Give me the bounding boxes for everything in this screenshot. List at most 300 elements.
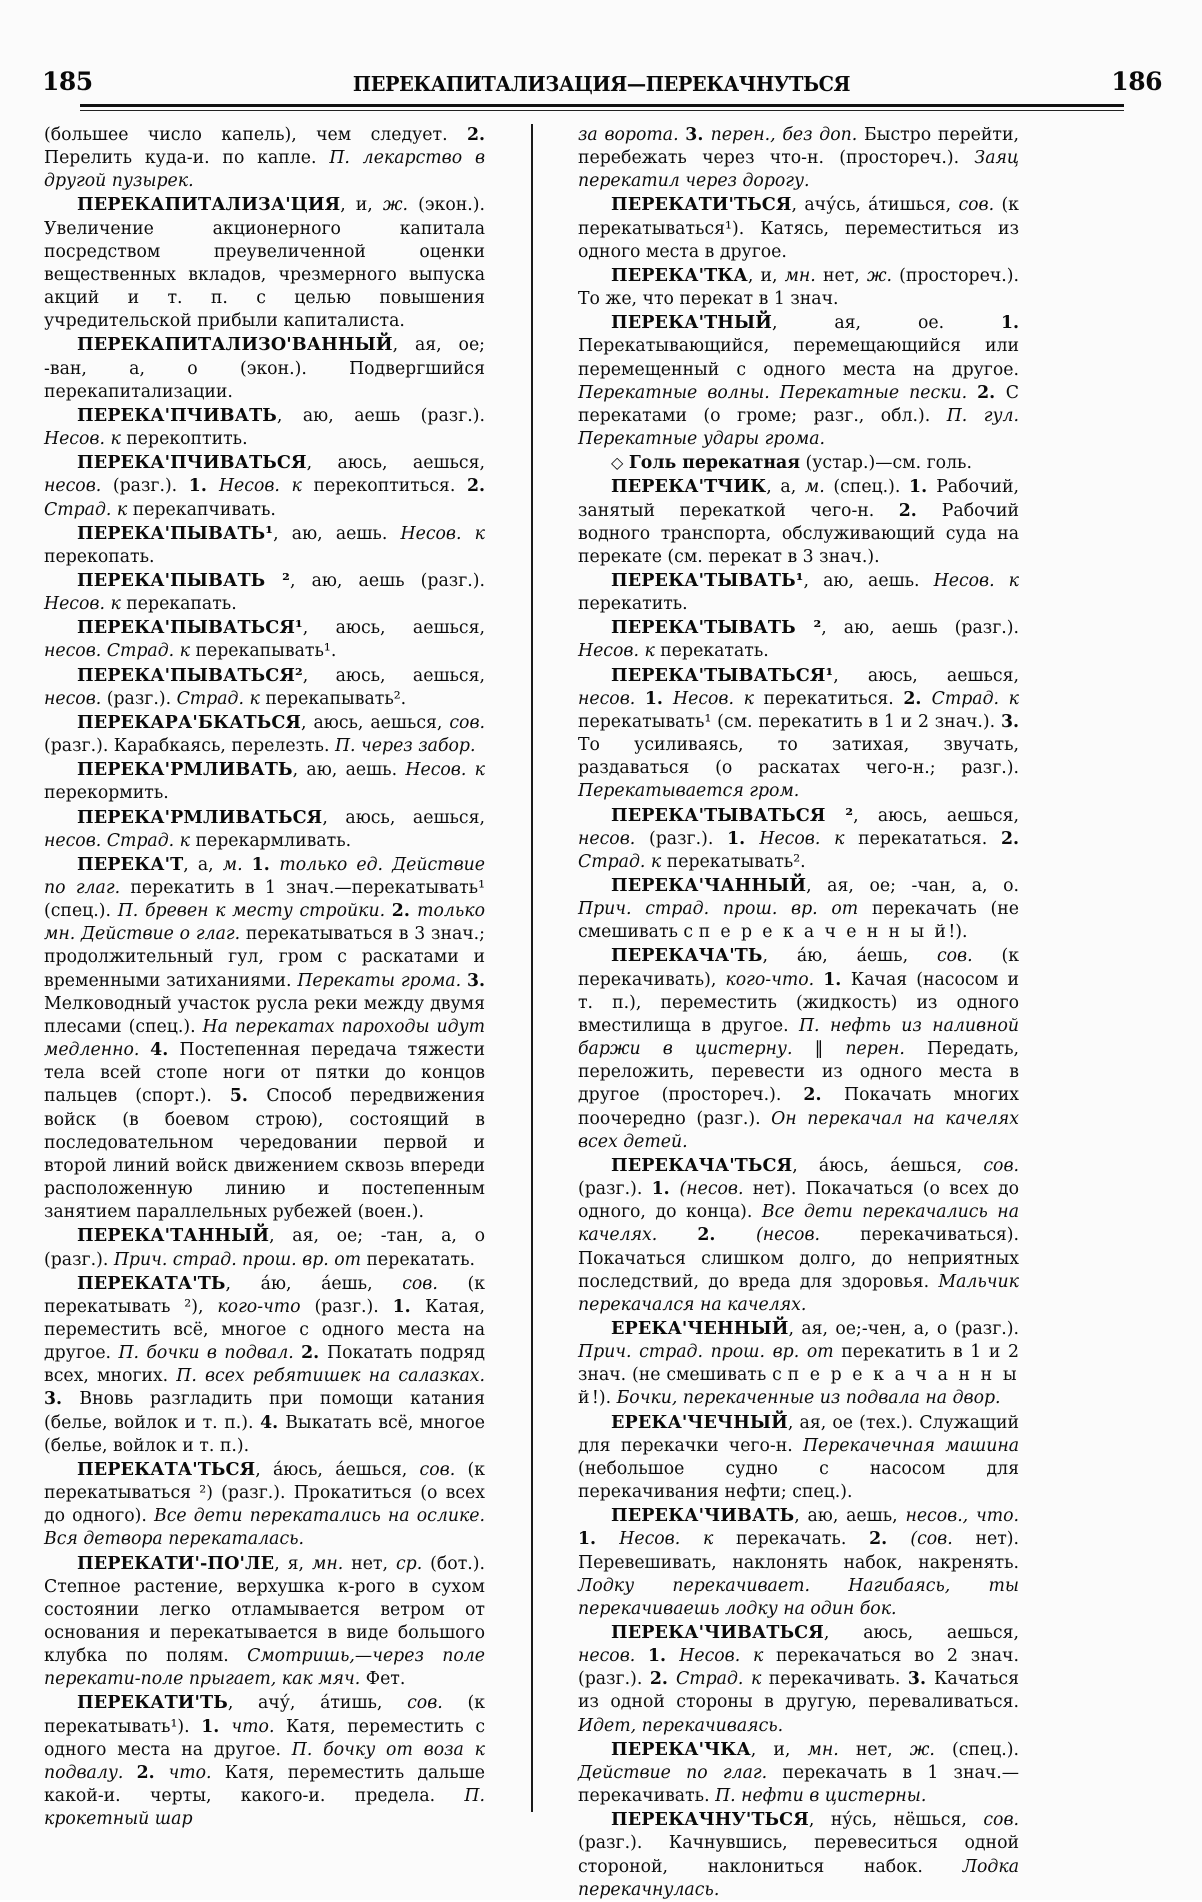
entry-text-run: П. через забор. xyxy=(334,736,476,757)
entry-text-run: 4. xyxy=(150,1040,180,1061)
entry-headword[interactable]: ПЕРЕКАТИ'ТЬСЯ xyxy=(611,194,792,216)
entry-text-run: , и, xyxy=(340,195,383,216)
entry-text-run: к xyxy=(702,1529,736,1550)
entry-text-run: Идет, перекачиваясь. xyxy=(578,1715,784,1736)
entry-headword[interactable]: ПЕРЕКА'ЧКА xyxy=(611,1738,751,1760)
entry-text-run: (разг.). xyxy=(106,688,177,709)
entry-text-run: Страд. xyxy=(44,499,117,520)
dictionary-entry xyxy=(44,333,485,403)
entry-text-run: несов. xyxy=(578,1646,648,1667)
entry-text-run: , ая, ое. xyxy=(771,313,1001,334)
entry-text-run: перекачать (не смешивать с xyxy=(578,899,1019,943)
entry-text-run: Постепенная передача тяжести тела всей стопе ноги от пятки до концов пальцев (спорт.). xyxy=(44,1040,485,1107)
entry-text-run: , и, xyxy=(750,1739,808,1760)
entry-text-run: нет). Перевешивать, наклонять набок, накренять. xyxy=(578,1529,1020,1573)
entry-text-run: Покатать подряд всех, многих. xyxy=(44,1343,486,1387)
dictionary-entry xyxy=(578,264,1019,311)
dictionary-entry xyxy=(578,1154,1019,1317)
dictionary-entry xyxy=(44,1272,485,1458)
entry-text-run: (к перекатываться¹). Катясь, переместиться из одного места в другое. xyxy=(578,195,1019,262)
entry-text-run: (разг.). xyxy=(649,828,728,849)
entry-text-run: несов. Страд. xyxy=(44,830,180,851)
entry-text-run: (к перекатываться ²) (разг.). Прокатиться (о всех до одного). xyxy=(44,1459,485,1527)
entry-headword[interactable]: ЕРЕКА'ЧЕННЫЙ xyxy=(611,1317,789,1339)
entry-text-run: сов. xyxy=(419,1459,468,1480)
entry-text-run: Несов. xyxy=(619,1529,703,1550)
entry-text-run: Несов. xyxy=(759,828,835,849)
entry-text-run: только мн. Действие о глаг. xyxy=(44,901,485,945)
header-rule-thick xyxy=(80,104,1124,107)
entry-text-run: перекапывать¹. xyxy=(195,641,337,662)
entry-text-run: Катя, переместить дальше какой-и. черты, какого-и. предела. xyxy=(44,1762,486,1807)
entry-text-run: Страд. xyxy=(176,688,250,709)
entry-text-run: (бот.). Степное растение, верхушка к-рого в сухом состоянии легко отламывается ветром от основания и перекатывается в виде большого клубка по полям. xyxy=(44,1553,485,1667)
entry-text-run: , аюсь, аешься, xyxy=(833,665,1019,686)
entry-headword[interactable]: ПЕРЕКА'ПЧИВАТЬ xyxy=(77,404,277,426)
entry-text-run: перекачивать. xyxy=(768,1669,908,1690)
entry-text-run: перекатывать¹ (см. перекатить в 1 и 2 знач.). xyxy=(578,711,1001,732)
entry-text-run: , аюсь, аешься, xyxy=(853,805,1019,826)
entry-text-run: П. всех ребятишек на салазках. xyxy=(176,1366,485,1387)
entry-text-run: к xyxy=(1008,688,1019,709)
dictionary-entry xyxy=(578,193,1019,263)
entry-text-run: 1. xyxy=(644,688,674,709)
entry-text-run: 3. xyxy=(44,1389,80,1410)
entry-headword[interactable]: ПЕРЕКА'ПЫВАТЬСЯ¹ xyxy=(77,617,303,639)
entry-text-run: п е р е к а ч а н н ы й xyxy=(578,1365,1019,1409)
entry-text-run: , а, xyxy=(183,854,223,875)
entry-text-run: перекатывать². xyxy=(666,851,806,872)
entry-text-run: С перекатами (о громе; разг., обл.). xyxy=(578,382,1020,426)
folio-right: 186 xyxy=(1111,67,1162,96)
entry-text-run: сов. xyxy=(449,712,485,733)
entry-text-run: Все дети перекачались на качелях. xyxy=(578,1202,1019,1246)
entry-text-run: Рабочий, занятый перекаткой чего-н. xyxy=(578,477,1019,521)
entry-text-run: к xyxy=(644,641,661,662)
entry-text-run: 1. xyxy=(909,477,937,498)
dictionary-entry xyxy=(578,1738,1019,1808)
idiom-phrase[interactable]: Голь перекатная xyxy=(628,453,800,474)
entry-text-run: (спец.). xyxy=(833,477,910,498)
entry-text-run: , ая, ое; -ван, а, о (экон.). Подвергшийся перекапитализации. xyxy=(44,335,485,402)
entry-headword[interactable]: ПЕРЕКА'ТКА xyxy=(611,264,748,286)
column-divider xyxy=(530,124,533,1814)
entry-text-run: П. нефти в цистерны. xyxy=(715,1786,927,1807)
entry-text-run: перекопать. xyxy=(44,546,155,567)
entry-text-run: Перекатывается гром. xyxy=(578,781,800,802)
entry-text-run: несов. xyxy=(578,688,645,709)
entry-text-run: к xyxy=(110,429,127,450)
entry-text-run: (к перекатывать¹). xyxy=(44,1693,485,1737)
idiom-gloss: (устар.)—см. голь. xyxy=(799,453,972,474)
entry-text-run: Фет. xyxy=(365,1669,406,1690)
dictionary-entry xyxy=(578,311,1019,451)
entry-text-run: , аю, аешь. xyxy=(273,523,401,544)
entry-text-run: (несов. xyxy=(756,1225,861,1246)
entry-text-run: несов. Страд. xyxy=(44,641,180,662)
entry-text-run: 2. xyxy=(903,688,932,709)
entry-text-run: Лодка перекачнулась. xyxy=(578,1856,1019,1900)
entry-text-run: , аю, аешь (разг.). xyxy=(276,405,485,426)
entry-text-run: 2. xyxy=(649,1669,676,1690)
entry-text-run: перекататься. xyxy=(858,828,1001,849)
entry-text-run: Покачать многих поочередно (разг.). xyxy=(578,1085,1019,1129)
entry-text-run: 4. xyxy=(260,1412,286,1433)
entry-text-run: к xyxy=(116,499,133,520)
entry-text-run: мн. xyxy=(312,1553,352,1574)
entry-text-run: перекапать. xyxy=(126,594,237,615)
entry-text-run: , а, xyxy=(766,477,805,498)
entry-headword[interactable]: ПЕРЕКАТА'ТЬ xyxy=(77,1272,226,1294)
dictionary-entry xyxy=(44,451,485,521)
entry-text-run: Перелить куда-и. по капле. xyxy=(44,148,330,169)
entry-text-run: Катя, переместить с одного места на другое. xyxy=(44,1716,485,1760)
dictionary-entry xyxy=(578,804,1019,874)
entry-text-run: 1. xyxy=(251,854,280,875)
entry-headword[interactable]: ПЕРЕКАЧНУ'ТЬСЯ xyxy=(611,1809,809,1831)
entry-text-run: Перекачечная машина xyxy=(802,1435,1020,1456)
entry-text-run: несов., что. xyxy=(905,1506,1020,1527)
entry-text-run: 1. xyxy=(201,1716,232,1737)
entry-text-run: перекатать. xyxy=(366,1249,475,1270)
entry-text-run: Несов. xyxy=(44,429,111,450)
entry-text-run: 3. xyxy=(466,970,486,991)
entry-text-run: Несов. xyxy=(933,570,1009,591)
entry-text-run: нет, xyxy=(351,1553,396,1574)
entry-text-run: Он перекачал на качелях всех детей. xyxy=(578,1108,1019,1152)
dictionary-entry xyxy=(44,664,485,711)
dictionary-entry xyxy=(44,193,485,333)
entry-text-run: к xyxy=(249,688,266,709)
entry-text-run: 2. xyxy=(136,1762,169,1783)
dictionary-entry xyxy=(44,616,485,663)
entry-text-run: Несов. xyxy=(673,688,744,709)
dictionary-entry xyxy=(44,522,485,569)
entry-headword[interactable]: ПЕРЕКАТИ'-ПО'ЛЕ xyxy=(77,1552,275,1574)
entry-text-run: что. xyxy=(231,1716,287,1737)
entry-text-run: Заяц перекатил через дорогу. xyxy=(578,148,1019,192)
entry-headword[interactable]: ПЕРЕКА'ТЫВАТЬ¹ xyxy=(611,569,804,591)
entry-text-run: На перекатах пароходы идут медленно. xyxy=(44,1016,485,1061)
header-rule xyxy=(80,104,1124,113)
dictionary-entry xyxy=(578,1621,1019,1738)
entry-text-run: сов. xyxy=(407,1693,468,1714)
entry-text-run: перекармливать. xyxy=(195,830,352,851)
entry-text-run: к xyxy=(750,1669,769,1690)
entry-headword[interactable]: ПЕРЕКА'ЧИВАТЬСЯ xyxy=(611,1622,824,1643)
folio-left: 185 xyxy=(42,67,93,96)
entry-text-run: 1. xyxy=(823,969,851,990)
entry-headword[interactable]: ПЕРЕКА'ПЫВАТЬ¹ xyxy=(77,522,274,544)
entry-text-run: к xyxy=(474,523,485,544)
entry-text-run: , ну́сь, нёшься, xyxy=(808,1810,984,1831)
entry-text-run: 2. xyxy=(977,382,1006,403)
entry-text-run: Перекатные волны. Перекатные пески. xyxy=(578,382,978,403)
entry-text-run: !). xyxy=(591,1388,617,1409)
dictionary-entry xyxy=(578,475,1019,569)
entry-text-run: Мелководный участок русла реки между двумя плесами (спец.). xyxy=(44,993,485,1037)
entry-text-run: п е р е к а ч е н н ы й xyxy=(698,922,949,943)
dictionary-entry xyxy=(578,1504,1019,1621)
dictionary-entry xyxy=(578,124,1019,193)
entry-text-run: нет). Покачаться (о всех до одного, до конца). xyxy=(578,1179,1019,1223)
entry-text-run: к xyxy=(179,641,196,662)
entry-text-run: , а́юсь, а́ешься, xyxy=(255,1459,420,1480)
entry-text-run: , аюсь, аешься, xyxy=(301,712,450,733)
entry-text-run: 1. xyxy=(727,828,760,849)
diamond-icon: ◇ xyxy=(611,453,629,473)
entry-text-run: (спец.). xyxy=(951,1739,1019,1760)
entry-text-run: перекатиться. xyxy=(763,688,904,709)
entry-headword[interactable]: ПЕРЕКАПИТАЛИЗА'ЦИЯ xyxy=(77,194,341,216)
dictionary-entry xyxy=(44,1224,485,1271)
entry-text-run: Смотришь,—через поле перекати-поле прыгает, как мяч. xyxy=(44,1646,485,1690)
entry-text-run: 1. xyxy=(647,1646,680,1667)
entry-text-run: (простореч.). То же, что перекат в 1 знач. xyxy=(578,265,1019,310)
entry-text-run: , аюсь, аешься, xyxy=(302,665,485,686)
entry-text-run: П. крокетный шар xyxy=(44,1786,485,1830)
header-rule-thin xyxy=(80,110,1124,111)
entry-headword[interactable]: ПЕРЕКАТА'ТЬСЯ xyxy=(77,1458,256,1480)
entry-text-run: , я, xyxy=(274,1553,313,1574)
entry-text-run: перекапчивать. xyxy=(132,499,276,520)
entry-text-run: Несов. xyxy=(679,1646,753,1667)
entry-text-run: Все дети перекатались на ослике. Вся детвора перекаталась. xyxy=(44,1506,485,1550)
entry-text-run: , а́ю, а́ешь, xyxy=(762,946,937,967)
entry-text-run: , а́ю, а́ешь, xyxy=(225,1273,403,1294)
entry-text-run: Страд. xyxy=(931,688,1009,709)
entry-headword[interactable]: ПЕРЕКАТИ'ТЬ xyxy=(77,1692,228,1714)
entry-text-run: к xyxy=(752,1646,777,1667)
entry-text-run: (экон.). Увеличение акционерного капитала посредством преувеличенной оценки вещественных вкладов, чрезмерного выпуска акций и т. п. с целью повышения учредительской прибыли капиталиста. xyxy=(44,195,485,332)
dictionary-entry xyxy=(44,806,485,853)
entry-text-run: П. лекарство в другой пузырек. xyxy=(44,148,485,192)
entry-text-run: Вновь разгладить при помощи катания (белье, войлок и т. п.). xyxy=(44,1389,486,1433)
entry-text-run: Перекаты грома. xyxy=(297,970,467,991)
entry-headword[interactable]: ПЕРЕКА'ТЫВАТЬСЯ ² xyxy=(611,804,854,826)
entry-text-run: перекапывать². xyxy=(265,688,407,709)
entry-text-run: Быстро перейти, перебежать через что-н. (простореч.). xyxy=(578,125,1019,169)
entry-text-run: Рабочий водного транспорта, обслуживающий суда на перекате (см. перекат в 3 знач.). xyxy=(578,500,1019,567)
entry-text-run: , аю, аешь (разг.). xyxy=(821,618,1020,639)
entry-text-run: Прич. страд. прош. вр. от xyxy=(578,1342,842,1363)
dictionary-entry xyxy=(44,1552,485,1692)
entry-text-run: несов. xyxy=(44,476,113,497)
entry-text-run: 2. xyxy=(301,1343,328,1364)
entry-text-run: перекатить в 1 знач.—перекатывать¹ (спец.). xyxy=(44,878,485,922)
entry-text-run: Мальчик перекачался на качелях. xyxy=(578,1271,1019,1315)
entry-headword[interactable]: ПЕРЕКА'ТЫВАТЬ ² xyxy=(611,617,822,639)
entry-text-run: 1. xyxy=(1000,313,1019,334)
column-left xyxy=(44,124,486,1830)
entry-text-run: Действие по глаг. xyxy=(578,1762,783,1783)
dictionary-entry xyxy=(578,944,1019,1153)
entry-text-run: перекачаться во 2 знач. (разг.). xyxy=(578,1646,1019,1690)
idiom-entry xyxy=(578,451,1019,475)
entry-text-run: к xyxy=(650,851,667,872)
entry-text-run: 2. xyxy=(898,500,942,521)
entry-text-run: , аю, аешь, xyxy=(794,1506,906,1527)
entry-text-run: только ед. Действие по глаг. xyxy=(44,854,485,898)
entry-text-run: 2. xyxy=(697,1225,757,1246)
entry-text-run: перен., без доп. xyxy=(710,125,864,145)
dictionary-entry xyxy=(578,1411,1019,1505)
entry-text-run: перекатить в 1 и 2 знач. (не смешивать с xyxy=(578,1342,1019,1386)
entry-text-run: Лодку перекачивает. Нагибаясь, ты перекачиваешь лодку на один бок. xyxy=(578,1575,1019,1619)
entry-text-run: Перекатывающийся, перемещающийся или перемещенный с одного места на другое. xyxy=(578,336,1019,380)
entry-text-run: к xyxy=(834,828,859,849)
entry-text-run: , а́юсь, а́ешься, xyxy=(792,1155,984,1176)
running-title: ПЕРЕКАПИТАЛИЗАЦИЯ—ПЕРЕКАЧНУТЬСЯ xyxy=(353,72,851,96)
dictionary-entry xyxy=(578,664,1019,804)
column-right xyxy=(578,124,1020,1900)
running-head xyxy=(42,62,1162,96)
entry-text-run: 1. xyxy=(651,1179,680,1200)
dictionary-entry xyxy=(578,1808,1019,1902)
entry-text-run: Способ передвижения войск (в боевом строю), состоящий в последовательном чередовании первой и второй линий войск движением сквозь впереди расположенную линию и постепенным занятием параллельных рубежей (воен.). xyxy=(44,1086,485,1223)
entry-text-run: Качая (насосом и т. п.), переместить (жидкость) из одного вместилища в другое. xyxy=(578,969,1020,1036)
entry-text-run: , ая, ое;-чен, а, о (разг.). xyxy=(788,1318,1019,1339)
entry-text-run: (разг.). Качнувшись, перевеситься одной стороной, наклониться набок. xyxy=(578,1833,1019,1877)
entry-text-run: П. бочки в подвал. xyxy=(118,1343,302,1364)
entry-text-run: , аю, аешь. xyxy=(292,760,406,781)
entry-headword[interactable]: ПЕРЕКА'ПЫВАТЬ ² xyxy=(77,569,290,591)
entry-text-run: Катая, переместить всё, многое с одного места на другое. xyxy=(44,1296,486,1364)
entry-text-run: , аю, аешь (разг.). xyxy=(289,570,485,591)
entry-headword[interactable]: ПЕРЕКАЧА'ТЬСЯ xyxy=(611,1154,793,1176)
entry-text-run: мн. xyxy=(807,1739,856,1760)
entry-text-run: , и, xyxy=(747,265,785,286)
entry-text-run: 2. xyxy=(466,125,485,145)
dictionary-entry xyxy=(44,1691,485,1831)
entry-headword[interactable]: ПЕРЕКА'ТАННЫЙ xyxy=(77,1225,270,1247)
entry-text-run: Бочки, перекаченные из подвала на двор. xyxy=(616,1388,1001,1409)
entry-text-run: 3. xyxy=(907,1669,935,1690)
entry-headword[interactable]: ПЕРЕКА'РМЛИВАТЬ xyxy=(77,759,293,781)
entry-text-run: Качаться из одной стороны в другую, переваливаться. xyxy=(578,1669,1019,1713)
dictionary-entry xyxy=(44,1458,485,1552)
entry-text-run: , ая, ое; -тан, а, о (разг.). xyxy=(44,1226,485,1270)
entry-text-run: 3. xyxy=(1000,711,1019,732)
entry-text-run: ‖ xyxy=(814,1039,846,1060)
entry-text-run: ж. xyxy=(382,195,419,216)
dictionary-entry xyxy=(578,569,1019,616)
entry-headword[interactable]: ПЕРЕКА'ЧИВАТЬ xyxy=(611,1505,795,1527)
entry-text-run: перекоптиться. xyxy=(313,476,467,497)
entry-headword[interactable]: ПЕРЕКА'ПЧИВАТЬСЯ xyxy=(77,452,307,474)
entry-text-run: сов. xyxy=(983,1155,1019,1176)
entry-headword[interactable]: ЕРЕКА'ЧЕЧНЫЙ xyxy=(611,1411,788,1433)
entry-text-run: Прич. страд. прош. вр. от xyxy=(578,899,872,920)
entry-headword[interactable]: ПЕРЕКА'ТНЫЙ xyxy=(611,312,772,334)
entry-text-run: 2. xyxy=(466,476,485,497)
entry-text-run: (к перекатывать ²), xyxy=(44,1273,485,1317)
entry-text-run: П. бочку от воза к подвалу. xyxy=(44,1739,485,1783)
entry-headword[interactable]: ПЕРЕКА'Т xyxy=(77,853,184,875)
entry-text-run: Несов. xyxy=(578,641,645,662)
entry-text-run: Выкатать всё, многое (белье, войлок и т. п.). xyxy=(44,1412,485,1456)
column-container xyxy=(44,124,1160,1900)
entry-text-run: 1. xyxy=(188,476,219,497)
entry-text-run: 3. xyxy=(685,125,711,145)
entry-text-run: кого-что. xyxy=(725,969,824,990)
entry-text-run: 2. xyxy=(803,1085,845,1106)
entry-text-run: (небольшое судно с насосом для перекачивания нефти; спец.). xyxy=(578,1458,1019,1503)
entry-text-run: ср. xyxy=(395,1553,431,1574)
entry-text-run: перекачать. xyxy=(736,1529,870,1550)
entry-text-run: П. нефть из наливной баржи в цистерну. xyxy=(578,1015,1020,1060)
entry-text-run: Страд. xyxy=(675,1669,751,1690)
entry-text-run: , аюсь, аешься, xyxy=(302,618,485,639)
entry-text-run: сов. xyxy=(402,1273,468,1294)
entry-text-run: кого-что xyxy=(217,1296,315,1317)
entry-text-run: к xyxy=(474,760,485,781)
entry-text-run: ж. xyxy=(909,1739,952,1760)
entry-text-run: перекоптить. xyxy=(126,429,248,450)
entry-headword[interactable]: ПЕРЕКАЧА'ТЬ xyxy=(611,945,763,967)
entry-text-run: , ая, ое (тех.). Служащий для перекачки чего-н. xyxy=(578,1412,1019,1456)
entry-text-run: , аюсь, аешься, xyxy=(823,1623,1019,1643)
entry-text-run: к xyxy=(110,594,127,615)
dictionary-entry xyxy=(44,758,485,805)
entry-text-run: Несов. xyxy=(44,594,111,615)
entry-text-run: несов. xyxy=(578,828,649,849)
entry-text-run: Передать, переложить, перевести из одного места в другое (простореч.). xyxy=(578,1039,1019,1106)
entry-text-run: ж. xyxy=(866,265,900,286)
entry-text-run: (разг.). xyxy=(112,476,189,497)
entry-headword[interactable]: ПЕРЕКА'ТЫВАТЬСЯ¹ xyxy=(611,664,834,686)
entry-text-run: , ачу́сь, а́тишься, xyxy=(791,195,959,216)
entry-text-run: , ачу́, а́тишь, xyxy=(227,1693,408,1714)
entry-text-run: мн. xyxy=(784,265,823,286)
entry-text-run: перекатать. xyxy=(660,641,769,662)
dictionary-entry xyxy=(44,853,485,1225)
entry-text-run: к xyxy=(743,688,764,709)
dictionary-entry xyxy=(44,124,485,193)
dictionary-entry xyxy=(44,569,485,616)
dictionary-entry xyxy=(44,404,485,451)
entry-text-run: 2. xyxy=(1000,828,1019,849)
entry-text-run: за ворота. xyxy=(578,125,686,145)
entry-text-run: перекатываться в 3 знач.; продолжительный гул, гром с раскатами и временными затиханиями. xyxy=(44,924,486,991)
entry-text-run: (сов. xyxy=(910,1529,976,1550)
entry-headword[interactable]: ПЕРЕКА'РМЛИВАТЬСЯ xyxy=(77,806,323,828)
dictionary-entry xyxy=(578,616,1019,663)
entry-headword[interactable]: ПЕРЕКАПИТАЛИЗО'ВАННЫЙ xyxy=(77,334,393,356)
entry-text-run: (большее число капель), чем следует. xyxy=(44,125,467,145)
entry-text-run: П. гул. Перекатные удары грома. xyxy=(578,405,1020,450)
entry-text-run: Страд. xyxy=(578,851,651,872)
entry-text-run: перекачиваться). Покачаться слишком долго, до неприятных последствий, до вреда для здоровья. xyxy=(578,1225,1020,1292)
entry-text-run: что. xyxy=(168,1762,225,1783)
entry-text-run: То усиливаясь, то затихая, звучать, раздаваться (о раскатах чего-н.; разг.). xyxy=(578,735,1019,779)
entry-text-run: 5. xyxy=(229,1086,267,1107)
dictionary-entry xyxy=(578,874,1019,944)
entry-text-run: перен. xyxy=(845,1039,927,1060)
entry-text-run: к xyxy=(179,830,196,851)
entry-text-run: !). xyxy=(948,922,968,943)
entry-headword[interactable]: ПЕРЕКА'ТЧИК xyxy=(611,476,767,498)
entry-text-run: 2. xyxy=(391,901,418,922)
entry-text-run: нет, xyxy=(822,265,867,286)
dictionary-entry xyxy=(578,1317,1019,1411)
entry-headword[interactable]: ПЕРЕКАРА'БКАТЬСЯ xyxy=(77,711,302,733)
entry-text-run: Прич. страд. прош. вр. от xyxy=(113,1249,367,1270)
entry-text-run: , аюсь, аешься, xyxy=(322,807,485,828)
entry-text-run: 2. xyxy=(869,1529,911,1550)
entry-headword[interactable]: ПЕРЕКА'ПЫВАТЬСЯ² xyxy=(77,664,303,686)
entry-headword[interactable]: ПЕРЕКА'ЧАННЫЙ xyxy=(611,875,807,896)
